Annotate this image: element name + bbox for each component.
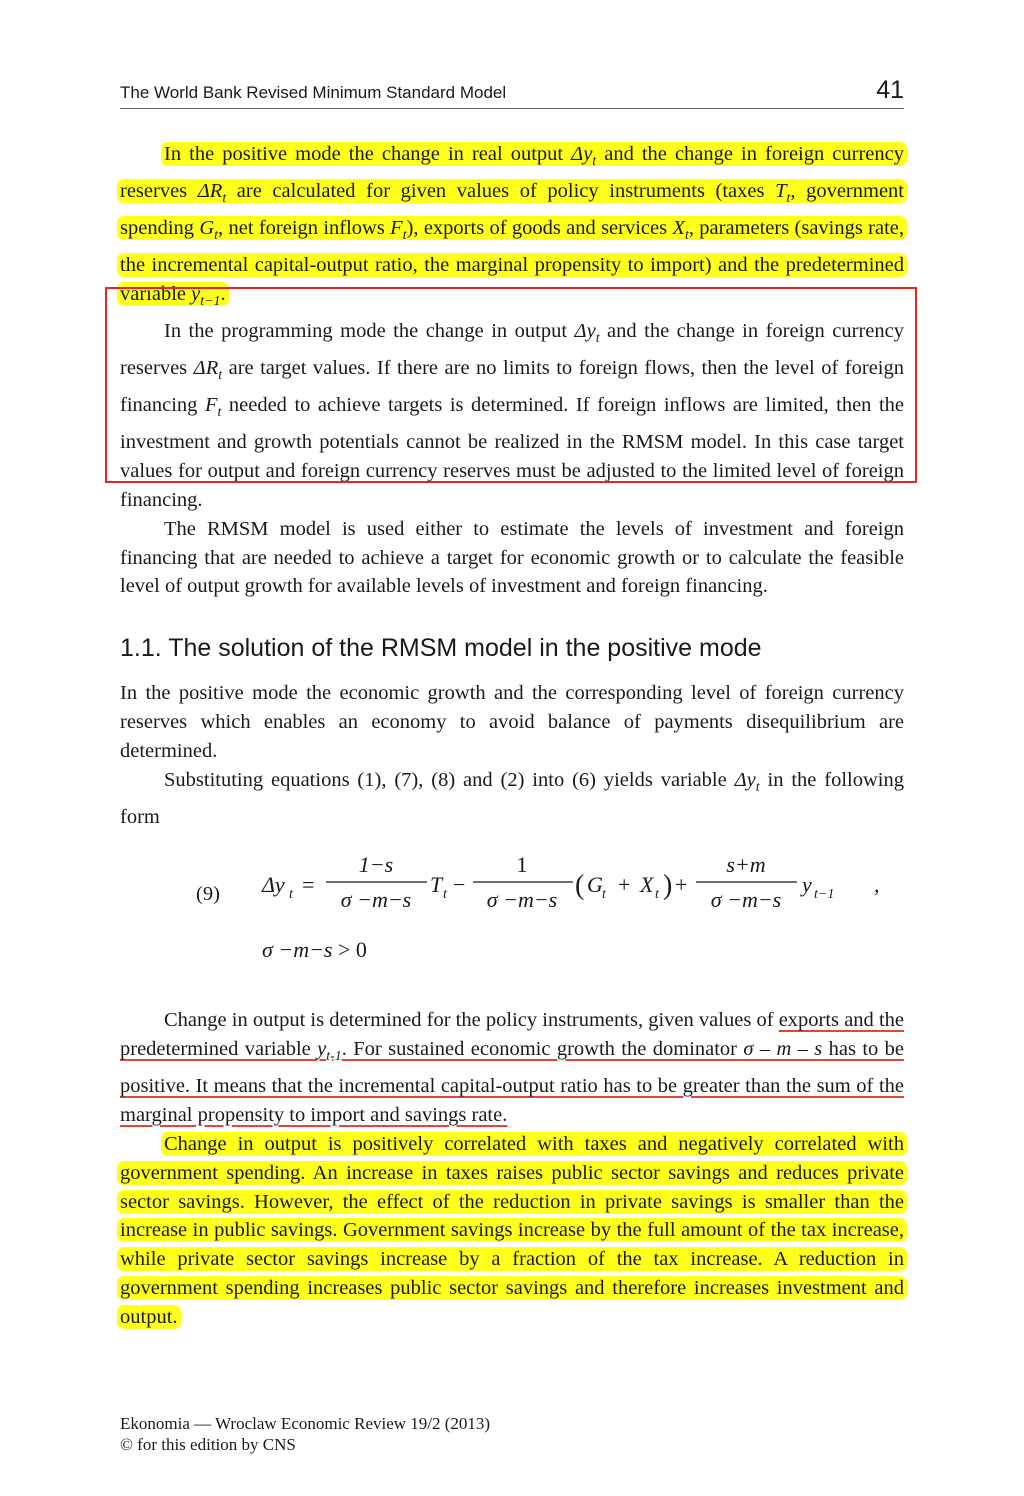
annotation-box <box>105 287 917 483</box>
highlight: Change in output is positively correlated with taxes and negatively correlated with government spending. An increase in taxes raises public sector savings and reduces private sector savings. However, the effect of the reduction in private savings is smaller than the increase in public savings. Government savings increase by the full amount of the tax increase, while private sector savings increase by a fraction of the tax increase. A reduction in government spending increases public sector savings and therefore increases investment and output. <box>117 1132 907 1329</box>
paragraph-correlation <box>120 1130 904 1332</box>
eq-paren-open: ( <box>575 870 585 901</box>
equation-condition: σ −m−s > 0 <box>262 937 367 962</box>
page-footer <box>120 1413 490 1455</box>
eq-lhs: Δy <box>262 872 285 897</box>
eq-comma: , <box>874 872 880 897</box>
paragraph-section-intro: In the positive mode the economic growth and the corresponding level of foreign currency reserves which enables an economy to avoid balance of payments disequilibrium are determined. <box>120 682 904 762</box>
footer-journal: Ekonomia — Wroclaw Economic Review 19/2 (2013) <box>120 1414 491 1433</box>
eq-minus: − <box>453 872 466 897</box>
eq-x-sub: t <box>655 887 659 902</box>
running-header <box>120 76 904 109</box>
section-heading: 1.1. The solution of the RMSM model in the positive mode <box>120 634 762 662</box>
eq-plus: + <box>675 872 688 897</box>
running-title: The World Bank Revised Minimum Standard Model <box>120 83 507 102</box>
paragraph-rmsm-usage: The RMSM model is used either to estimate the levels of investment and foreign financing that are needed to achieve a target for economic growth or to calculate the feasible level of output growth for available levels of investment and foreign financing. <box>120 517 904 598</box>
eq-term1-sub: t <box>443 887 447 902</box>
highlight: In the positive mode the change in real output $\Delta y_t$ and the change in foreign currency reserves $\Delta R_t$ are calculated for given values of policy instruments (taxes $T_t$, government spending $G_t$, net foreign inflows $F_t$), exports of goods and services $X_t$, parameters (savings rate, the incremental capital-output ratio, the marginal propensity to import) and the predetermined variable $y_{t-1}$. <box>117 142 907 306</box>
eq-frac2-num: 1 <box>516 852 528 877</box>
paragraph-programming-mode: In the programming mode the change in output $\Delta y_t$ and the change in foreign currency reserves $\Delta R_t$ are target values. If there are no limits to foreign flows, then the level of foreign financing $F_t$ needed to achieve targets is determined. If foreign inflows are limited, then the investment and growth potentials cannot be realized in the RMSM model. In this case target values for output and foreign currency reserves must be adjusted to the limited level of foreign financing. <box>120 319 905 511</box>
page-number: 41 <box>876 76 904 104</box>
paragraph-change-determined: Change in output is determined for the policy instruments, given values of exports and the predetermined variable $y_{t-1}$. For sustained economic growth the dominator σ – m – s has to be positive. It means that the incremental capital-output ratio has to be greater than the sum of the marginal propensity to import and savings rate. <box>120 1009 904 1126</box>
eq-equals: = <box>302 872 315 897</box>
paragraph-substituting: Substituting equations (1), (7), (8) and (2) into (6) yields variable $\Delta y_t$ in the following form <box>120 768 904 828</box>
eq-term3-sub: t−1 <box>814 887 835 902</box>
section-body <box>120 679 904 832</box>
eq-frac3-num: s+m <box>726 852 766 877</box>
eq-frac1-den: σ −m−s <box>340 887 412 912</box>
eq-paren-close: ) <box>663 870 673 901</box>
after-equation-block <box>120 1006 904 1332</box>
eq-frac2-den: σ −m−s <box>486 887 558 912</box>
eq-term1: T <box>430 872 443 897</box>
eq-g-sub: t <box>602 887 606 902</box>
eq-frac1-num: 1−s <box>358 852 394 877</box>
eq-x: X <box>640 872 654 897</box>
eq-plus-inner: + <box>618 872 631 897</box>
eq-g: G <box>587 872 603 897</box>
equation-number: (9) <box>196 883 220 905</box>
underlined-passage: exports and the predetermined variable $y_{t-1}$. For sustained economic growth the dominator σ – m – s has to be positive. It means that the incremental capital-output ratio has to be greater than the sum of the marginal propensity to import and savings rate. <box>120 1009 904 1126</box>
eq-lhs-sub: t <box>289 887 293 902</box>
eq-frac3-den: σ −m−s <box>710 887 782 912</box>
footer-copyright: © for this edition by CNS <box>120 1435 296 1454</box>
eq-term3: y <box>802 872 812 897</box>
